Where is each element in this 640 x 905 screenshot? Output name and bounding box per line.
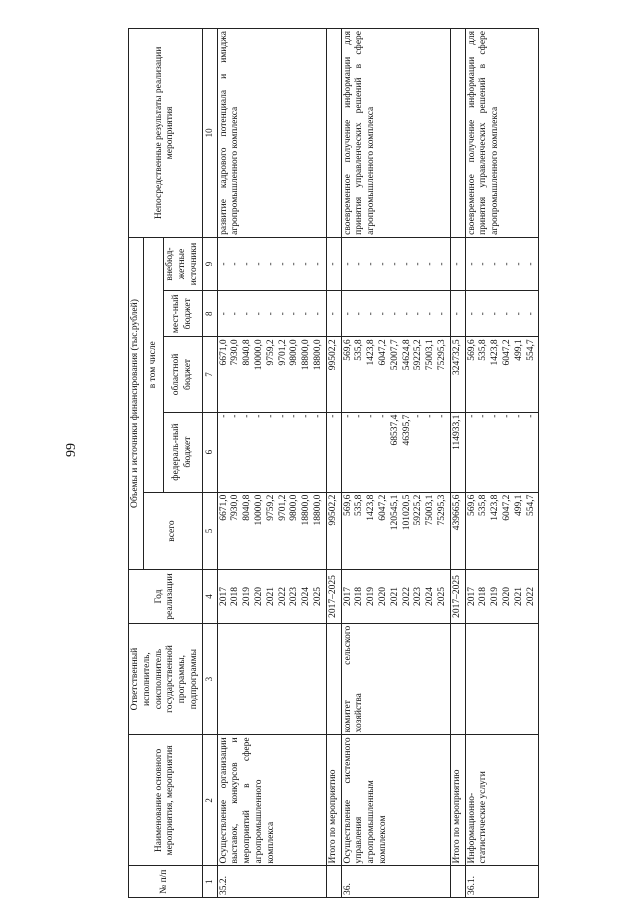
regional-value: 535,8 [354, 339, 365, 361]
local-value: - [513, 312, 524, 316]
total-row [450, 29, 465, 898]
local-cell [341, 291, 450, 337]
total-local: - [450, 291, 465, 337]
year-value: 2017 [466, 587, 477, 607]
year-value: 2020 [253, 587, 264, 607]
activity-name: Осуществление системного управления агропромышленным комплексом [341, 735, 450, 866]
year-value: 2017 [342, 587, 353, 607]
year-value: 2022 [525, 587, 536, 607]
total-cell [341, 492, 450, 570]
column-number-1: 1 [202, 866, 217, 898]
regional-value: 6671,0 [218, 339, 229, 366]
year-value: 2022 [401, 587, 412, 607]
total-value: 6047,2 [377, 494, 388, 521]
federal-value: - [289, 414, 300, 418]
year-value: 2018 [354, 587, 365, 607]
federal-value: - [277, 414, 288, 418]
federal-value: 46395,7 [401, 414, 412, 446]
extra-value: - [218, 262, 229, 266]
local-cell [217, 291, 326, 337]
total-value: 59225,2 [413, 494, 424, 526]
extra-value: - [490, 262, 501, 266]
total-value: 9759,2 [265, 494, 276, 521]
federal-cell [341, 412, 450, 492]
regional-value: 18800,0 [301, 339, 312, 371]
table-header [129, 29, 218, 898]
row-number: 36. [341, 866, 450, 898]
total-value: 1423,8 [366, 494, 377, 521]
total-value: 535,8 [354, 494, 365, 517]
regional-value: 1423,8 [490, 339, 501, 366]
local-value: - [478, 312, 489, 316]
local-value: - [242, 312, 253, 316]
extra-value: - [425, 262, 436, 266]
local-value: - [389, 312, 400, 316]
total-value: 120545,1 [389, 494, 400, 531]
extra-value: - [230, 262, 241, 266]
total-extra: - [450, 237, 465, 290]
year-value: 2023 [413, 587, 424, 607]
year-cell [465, 570, 539, 623]
header-regional: областной бюджет [164, 337, 202, 412]
year-value: 2019 [366, 587, 377, 607]
regional-value: 535,8 [478, 339, 489, 361]
regional-value: 499,1 [513, 339, 524, 361]
extra-value: - [366, 262, 377, 266]
local-value: - [289, 312, 300, 316]
regional-cell [341, 337, 450, 412]
local-value: - [301, 312, 312, 316]
header-year: Год реализации [129, 570, 203, 623]
extra-cell [341, 237, 450, 290]
column-number-6: 6 [202, 412, 217, 492]
total-year: 2017–2025 [450, 570, 465, 623]
total-sum: 439665,6 [450, 492, 465, 570]
local-value: - [354, 312, 365, 316]
extra-value: - [525, 262, 536, 266]
federal-value: - [242, 414, 253, 418]
regional-value: 52007,7 [389, 339, 400, 371]
row-number: 36.1. [465, 866, 539, 898]
regional-value: 54624,8 [401, 339, 412, 371]
extra-value: - [301, 262, 312, 266]
total-value: 6047,2 [501, 494, 512, 521]
table-row [341, 29, 450, 898]
local-value: - [377, 312, 388, 316]
header-volumes: Объемы и источники финансирования (тыс.рублей) [129, 237, 144, 570]
total-result-empty [326, 29, 341, 238]
extra-value: - [265, 262, 276, 266]
local-value: - [401, 312, 412, 316]
federal-value: - [218, 414, 229, 418]
header-including: в том числе [143, 237, 164, 492]
total-value: 6671,0 [218, 494, 229, 521]
total-federal: - [326, 412, 341, 492]
year-value: 2024 [425, 587, 436, 607]
year-value: 2022 [277, 587, 288, 607]
regional-value: 6047,2 [501, 339, 512, 366]
extra-value: - [466, 262, 477, 266]
extra-value: - [342, 262, 353, 266]
year-value: 2020 [501, 587, 512, 607]
federal-cell [217, 412, 326, 492]
regional-value: 569,6 [342, 339, 353, 361]
total-value: 10000,0 [253, 494, 264, 526]
header-federal: федераль-ный бюджет [164, 412, 202, 492]
federal-value: - [478, 414, 489, 418]
extra-value: - [513, 262, 524, 266]
total-value: 18800,0 [312, 494, 323, 526]
regional-value: 569,6 [466, 339, 477, 361]
total-result-empty [450, 29, 465, 238]
federal-cell [465, 412, 539, 492]
total-regional: 324732,5 [450, 337, 465, 412]
responsible-executor [217, 623, 326, 735]
federal-value: - [342, 414, 353, 418]
total-row [326, 29, 341, 898]
column-number-2: 2 [202, 735, 217, 866]
header-results: Непосредственные результаты реализации мероприятия [129, 29, 203, 238]
federal-value: - [466, 414, 477, 418]
total-num-empty [326, 866, 341, 898]
federal-value: - [413, 414, 424, 418]
column-number-4: 4 [202, 570, 217, 623]
activity-name: Осуществление организации выставок, конкурсов и мероприятий в сфере агропромышленного комплекса [217, 735, 326, 866]
extra-value: - [377, 262, 388, 266]
table-row [217, 29, 326, 898]
local-value: - [265, 312, 276, 316]
total-value: 1423,8 [490, 494, 501, 521]
extra-value: - [401, 262, 412, 266]
regional-value: 18800,0 [312, 339, 323, 371]
responsible-executor: комитет сельского хозяйства [341, 623, 450, 735]
year-cell [341, 570, 450, 623]
year-value: 2018 [230, 587, 241, 607]
local-value: - [230, 312, 241, 316]
local-cell [465, 291, 539, 337]
column-number-8: 8 [202, 291, 217, 337]
regional-value: 7930,0 [230, 339, 241, 366]
total-year: 2017–2025 [326, 570, 341, 623]
total-num-empty [450, 866, 465, 898]
header-responsible: Ответственный исполнитель, соисполнитель государственной программы, подпрограммы [129, 623, 203, 735]
federal-value: - [354, 414, 365, 418]
column-number-10: 10 [202, 29, 217, 238]
local-value: - [253, 312, 264, 316]
total-value: 75003,1 [425, 494, 436, 526]
regional-value: 9701,2 [277, 339, 288, 366]
regional-value: 6047,2 [377, 339, 388, 366]
federal-value: - [301, 414, 312, 418]
federal-value: - [513, 414, 524, 418]
year-value: 2021 [265, 587, 276, 607]
result-cell: своевременное получение информации для принятия управленческих решений в сфере агропромышленного комплекса [465, 29, 539, 238]
regional-value: 75003,1 [425, 339, 436, 371]
year-value: 2024 [301, 587, 312, 607]
table-body [217, 29, 539, 898]
total-cell [217, 492, 326, 570]
extra-value: - [312, 262, 323, 266]
page-number: 99 [64, 443, 79, 457]
regional-value: 554,7 [525, 339, 536, 361]
total-value: 9701,2 [277, 494, 288, 521]
federal-value: - [425, 414, 436, 418]
year-value: 2025 [312, 587, 323, 607]
federal-value: 68537,4 [389, 414, 400, 446]
column-number-3: 3 [202, 623, 217, 735]
extra-value: - [436, 262, 447, 266]
result-cell: своевременное получение информации для принятия управленческих решений в сфере агропромышленного комплекса [341, 29, 450, 238]
federal-value: - [377, 414, 388, 418]
extra-value: - [389, 262, 400, 266]
header-num: № п/п [129, 866, 203, 898]
responsible-executor [465, 623, 539, 735]
regional-value: 1423,8 [366, 339, 377, 366]
column-number-5: 5 [202, 492, 217, 570]
total-responsible-empty [450, 623, 465, 735]
total-responsible-empty [326, 623, 341, 735]
total-value: 569,6 [466, 494, 477, 517]
total-value: 535,8 [478, 494, 489, 517]
local-value: - [366, 312, 377, 316]
federal-value: - [525, 414, 536, 418]
regional-value: 9759,2 [265, 339, 276, 366]
total-federal: 114933,1 [450, 412, 465, 492]
regional-cell [465, 337, 539, 412]
total-value: 75295,3 [436, 494, 447, 526]
table-row [465, 29, 539, 898]
rotated-page [128, 0, 640, 898]
extra-value: - [289, 262, 300, 266]
local-value: - [436, 312, 447, 316]
federal-value: - [490, 414, 501, 418]
extra-cell [465, 237, 539, 290]
header-local: мест-ный бюджет [164, 291, 202, 337]
total-value: 8040,8 [242, 494, 253, 521]
local-value: - [466, 312, 477, 316]
federal-value: - [265, 414, 276, 418]
local-value: - [490, 312, 501, 316]
local-value: - [342, 312, 353, 316]
year-cell [217, 570, 326, 623]
year-value: 2019 [490, 587, 501, 607]
total-value: 569,6 [342, 494, 353, 517]
result-cell: развитие кадрового потенциала и имиджа агропромышленного комплекса [217, 29, 326, 238]
local-value: - [277, 312, 288, 316]
year-value: 2019 [242, 587, 253, 607]
year-value: 2018 [478, 587, 489, 607]
total-value: 554,7 [525, 494, 536, 517]
header-total: всего [143, 492, 202, 570]
extra-cell [217, 237, 326, 290]
federal-value: - [230, 414, 241, 418]
regional-cell [217, 337, 326, 412]
total-regional: 99502,2 [326, 337, 341, 412]
regional-value: 10000,0 [253, 339, 264, 371]
total-value: 499,1 [513, 494, 524, 517]
year-value: 2021 [513, 587, 524, 607]
row-number: 35.2. [217, 866, 326, 898]
local-value: - [218, 312, 229, 316]
total-extra: - [326, 237, 341, 290]
total-cell [465, 492, 539, 570]
local-value: - [413, 312, 424, 316]
federal-value: - [366, 414, 377, 418]
total-value: 101020,5 [401, 494, 412, 531]
extra-value: - [354, 262, 365, 266]
year-value: 2025 [436, 587, 447, 607]
year-value: 2017 [218, 587, 229, 607]
header-extra: внебюд-жетные источники [164, 237, 202, 290]
federal-value: - [312, 414, 323, 418]
year-value: 2020 [377, 587, 388, 607]
year-value: 2021 [389, 587, 400, 607]
extra-value: - [242, 262, 253, 266]
extra-value: - [501, 262, 512, 266]
federal-value: - [501, 414, 512, 418]
extra-value: - [413, 262, 424, 266]
year-value: 2023 [289, 587, 300, 607]
column-number-9: 9 [202, 237, 217, 290]
extra-value: - [478, 262, 489, 266]
local-value: - [425, 312, 436, 316]
extra-value: - [253, 262, 264, 266]
total-value: 9800,0 [289, 494, 300, 521]
federal-value: - [253, 414, 264, 418]
total-local: - [326, 291, 341, 337]
total-value: 7930,0 [230, 494, 241, 521]
header-name: Наименование основного мероприятия, мероприятия [129, 735, 203, 866]
financing-table [128, 28, 539, 898]
total-value: 18800,0 [301, 494, 312, 526]
regional-value: 8040,8 [242, 339, 253, 366]
total-sum: 99502,2 [326, 492, 341, 570]
federal-value: - [436, 414, 447, 418]
activity-name: Информационно-статистические услуги [465, 735, 539, 866]
local-value: - [525, 312, 536, 316]
column-number-7: 7 [202, 337, 217, 412]
total-label: Итого по мероприятию [450, 735, 465, 866]
column-number-row [202, 29, 217, 898]
extra-value: - [277, 262, 288, 266]
total-label: Итого по мероприятию [326, 735, 341, 866]
local-value: - [312, 312, 323, 316]
regional-value: 59225,2 [413, 339, 424, 371]
local-value: - [501, 312, 512, 316]
regional-value: 9800,0 [289, 339, 300, 366]
regional-value: 75295,3 [436, 339, 447, 371]
